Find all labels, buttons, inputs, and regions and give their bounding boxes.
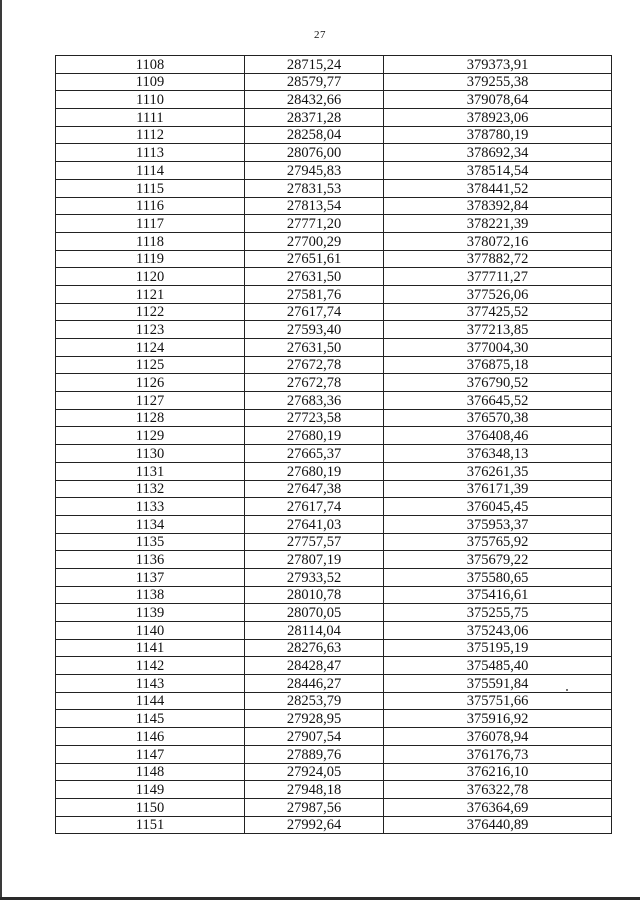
x-coordinate-cell: 27672,78 bbox=[245, 356, 384, 374]
point-number-cell: 1126 bbox=[56, 374, 245, 392]
y-coordinate-cell: 376348,13 bbox=[384, 445, 612, 463]
point-number-cell: 1133 bbox=[56, 498, 245, 516]
x-coordinate-cell: 27631,50 bbox=[245, 268, 384, 286]
x-coordinate-cell: 27945,83 bbox=[245, 162, 384, 180]
table-row bbox=[56, 179, 612, 197]
point-number-cell: 1145 bbox=[56, 710, 245, 728]
x-coordinate-cell: 27581,76 bbox=[245, 285, 384, 303]
point-number-cell: 1140 bbox=[56, 622, 245, 640]
y-coordinate-cell: 375416,61 bbox=[384, 586, 612, 604]
y-coordinate-cell: 378514,54 bbox=[384, 162, 612, 180]
table-row bbox=[56, 728, 612, 746]
y-coordinate-cell: 378441,52 bbox=[384, 179, 612, 197]
y-coordinate-cell: 378392,84 bbox=[384, 197, 612, 215]
y-coordinate-cell: 376645,52 bbox=[384, 392, 612, 410]
point-number-cell: 1116 bbox=[56, 197, 245, 215]
x-coordinate-cell: 27593,40 bbox=[245, 321, 384, 339]
point-number-cell: 1112 bbox=[56, 126, 245, 144]
y-coordinate-cell: 376364,69 bbox=[384, 798, 612, 816]
y-coordinate-cell: 376790,52 bbox=[384, 374, 612, 392]
y-coordinate-cell: 375580,65 bbox=[384, 568, 612, 586]
point-number-cell: 1147 bbox=[56, 745, 245, 763]
page-left-edge bbox=[0, 0, 2, 900]
y-coordinate-cell: 375255,75 bbox=[384, 604, 612, 622]
point-number-cell: 1151 bbox=[56, 816, 245, 834]
table-row bbox=[56, 303, 612, 321]
table-row bbox=[56, 692, 612, 710]
y-coordinate-cell: 376261,35 bbox=[384, 462, 612, 480]
point-number-cell: 1125 bbox=[56, 356, 245, 374]
point-number-cell: 1113 bbox=[56, 144, 245, 162]
y-coordinate-cell: 375195,19 bbox=[384, 639, 612, 657]
x-coordinate-cell: 27617,74 bbox=[245, 303, 384, 321]
point-number-cell: 1150 bbox=[56, 798, 245, 816]
y-coordinate-cell: 377526,06 bbox=[384, 285, 612, 303]
point-number-cell: 1142 bbox=[56, 657, 245, 675]
table-row bbox=[56, 639, 612, 657]
table-row bbox=[56, 232, 612, 250]
y-coordinate-cell: 378692,34 bbox=[384, 144, 612, 162]
table-row bbox=[56, 392, 612, 410]
x-coordinate-cell: 27928,95 bbox=[245, 710, 384, 728]
table-row bbox=[56, 427, 612, 445]
x-coordinate-cell: 27813,54 bbox=[245, 197, 384, 215]
point-number-cell: 1137 bbox=[56, 568, 245, 586]
x-coordinate-cell: 28446,27 bbox=[245, 675, 384, 693]
y-coordinate-cell: 375916,92 bbox=[384, 710, 612, 728]
y-coordinate-cell: 377425,52 bbox=[384, 303, 612, 321]
y-coordinate-cell: 376045,45 bbox=[384, 498, 612, 516]
x-coordinate-cell: 27617,74 bbox=[245, 498, 384, 516]
y-coordinate-cell: 375485,40 bbox=[384, 657, 612, 675]
table-row bbox=[56, 745, 612, 763]
table-row bbox=[56, 144, 612, 162]
point-number-cell: 1120 bbox=[56, 268, 245, 286]
y-coordinate-cell: 377213,85 bbox=[384, 321, 612, 339]
coordinates-table-body bbox=[56, 56, 612, 834]
x-coordinate-cell: 27651,61 bbox=[245, 250, 384, 268]
scan-speck bbox=[566, 689, 568, 691]
y-coordinate-cell: 375243,06 bbox=[384, 622, 612, 640]
y-coordinate-cell: 376570,38 bbox=[384, 409, 612, 427]
y-coordinate-cell: 375679,22 bbox=[384, 551, 612, 569]
x-coordinate-cell: 27948,18 bbox=[245, 781, 384, 799]
y-coordinate-cell: 376322,78 bbox=[384, 781, 612, 799]
table-row bbox=[56, 339, 612, 357]
table-row bbox=[56, 197, 612, 215]
point-number-cell: 1115 bbox=[56, 179, 245, 197]
table-row bbox=[56, 126, 612, 144]
table-row bbox=[56, 356, 612, 374]
x-coordinate-cell: 28276,63 bbox=[245, 639, 384, 657]
table-row bbox=[56, 586, 612, 604]
point-number-cell: 1110 bbox=[56, 91, 245, 109]
x-coordinate-cell: 28114,04 bbox=[245, 622, 384, 640]
table-row bbox=[56, 250, 612, 268]
y-coordinate-cell: 376408,46 bbox=[384, 427, 612, 445]
y-coordinate-cell: 376440,89 bbox=[384, 816, 612, 834]
table-row bbox=[56, 604, 612, 622]
point-number-cell: 1131 bbox=[56, 462, 245, 480]
y-coordinate-cell: 376176,73 bbox=[384, 745, 612, 763]
x-coordinate-cell: 27665,37 bbox=[245, 445, 384, 463]
point-number-cell: 1144 bbox=[56, 692, 245, 710]
table-row bbox=[56, 568, 612, 586]
y-coordinate-cell: 379078,64 bbox=[384, 91, 612, 109]
x-coordinate-cell: 27831,53 bbox=[245, 179, 384, 197]
point-number-cell: 1108 bbox=[56, 56, 245, 74]
y-coordinate-cell: 377882,72 bbox=[384, 250, 612, 268]
y-coordinate-cell: 375765,92 bbox=[384, 533, 612, 551]
table-row bbox=[56, 533, 612, 551]
x-coordinate-cell: 27631,50 bbox=[245, 339, 384, 357]
point-number-cell: 1111 bbox=[56, 109, 245, 127]
x-coordinate-cell: 27807,19 bbox=[245, 551, 384, 569]
y-coordinate-cell: 375591,84 bbox=[384, 675, 612, 693]
x-coordinate-cell: 28715,24 bbox=[245, 56, 384, 74]
x-coordinate-cell: 28579,77 bbox=[245, 73, 384, 91]
x-coordinate-cell: 28253,79 bbox=[245, 692, 384, 710]
point-number-cell: 1117 bbox=[56, 215, 245, 233]
y-coordinate-cell: 379373,91 bbox=[384, 56, 612, 74]
point-number-cell: 1134 bbox=[56, 515, 245, 533]
point-number-cell: 1124 bbox=[56, 339, 245, 357]
table-row bbox=[56, 215, 612, 233]
x-coordinate-cell: 27680,19 bbox=[245, 462, 384, 480]
table-row bbox=[56, 622, 612, 640]
x-coordinate-cell: 28076,00 bbox=[245, 144, 384, 162]
x-coordinate-cell: 27723,58 bbox=[245, 409, 384, 427]
table-row bbox=[56, 480, 612, 498]
y-coordinate-cell: 378780,19 bbox=[384, 126, 612, 144]
table-row bbox=[56, 551, 612, 569]
point-number-cell: 1109 bbox=[56, 73, 245, 91]
x-coordinate-cell: 27680,19 bbox=[245, 427, 384, 445]
table-row bbox=[56, 56, 612, 74]
x-coordinate-cell: 27757,57 bbox=[245, 533, 384, 551]
table-row bbox=[56, 285, 612, 303]
table-row bbox=[56, 374, 612, 392]
table-row bbox=[56, 798, 612, 816]
y-coordinate-cell: 376171,39 bbox=[384, 480, 612, 498]
table-row bbox=[56, 109, 612, 127]
table-row bbox=[56, 321, 612, 339]
coordinates-table bbox=[55, 55, 612, 834]
x-coordinate-cell: 27647,38 bbox=[245, 480, 384, 498]
table-row bbox=[56, 763, 612, 781]
point-number-cell: 1135 bbox=[56, 533, 245, 551]
y-coordinate-cell: 376078,94 bbox=[384, 728, 612, 746]
point-number-cell: 1143 bbox=[56, 675, 245, 693]
y-coordinate-cell: 378923,06 bbox=[384, 109, 612, 127]
y-coordinate-cell: 375751,66 bbox=[384, 692, 612, 710]
point-number-cell: 1119 bbox=[56, 250, 245, 268]
point-number-cell: 1130 bbox=[56, 445, 245, 463]
x-coordinate-cell: 27700,29 bbox=[245, 232, 384, 250]
point-number-cell: 1123 bbox=[56, 321, 245, 339]
point-number-cell: 1129 bbox=[56, 427, 245, 445]
x-coordinate-cell: 27889,76 bbox=[245, 745, 384, 763]
point-number-cell: 1128 bbox=[56, 409, 245, 427]
table-row bbox=[56, 445, 612, 463]
point-number-cell: 1139 bbox=[56, 604, 245, 622]
point-number-cell: 1148 bbox=[56, 763, 245, 781]
x-coordinate-cell: 27672,78 bbox=[245, 374, 384, 392]
x-coordinate-cell: 27987,56 bbox=[245, 798, 384, 816]
x-coordinate-cell: 27924,05 bbox=[245, 763, 384, 781]
point-number-cell: 1146 bbox=[56, 728, 245, 746]
point-number-cell: 1136 bbox=[56, 551, 245, 569]
point-number-cell: 1132 bbox=[56, 480, 245, 498]
x-coordinate-cell: 27907,54 bbox=[245, 728, 384, 746]
x-coordinate-cell: 28070,05 bbox=[245, 604, 384, 622]
x-coordinate-cell: 27683,36 bbox=[245, 392, 384, 410]
y-coordinate-cell: 375953,37 bbox=[384, 515, 612, 533]
table-row bbox=[56, 710, 612, 728]
x-coordinate-cell: 28010,78 bbox=[245, 586, 384, 604]
y-coordinate-cell: 376875,18 bbox=[384, 356, 612, 374]
table-row bbox=[56, 781, 612, 799]
y-coordinate-cell: 377004,30 bbox=[384, 339, 612, 357]
point-number-cell: 1138 bbox=[56, 586, 245, 604]
y-coordinate-cell: 376216,10 bbox=[384, 763, 612, 781]
x-coordinate-cell: 28258,04 bbox=[245, 126, 384, 144]
page-number: 27 bbox=[314, 29, 326, 41]
point-number-cell: 1149 bbox=[56, 781, 245, 799]
point-number-cell: 1121 bbox=[56, 285, 245, 303]
point-number-cell: 1114 bbox=[56, 162, 245, 180]
table-row bbox=[56, 498, 612, 516]
table-row bbox=[56, 462, 612, 480]
point-number-cell: 1141 bbox=[56, 639, 245, 657]
point-number-cell: 1127 bbox=[56, 392, 245, 410]
y-coordinate-cell: 378072,16 bbox=[384, 232, 612, 250]
x-coordinate-cell: 28371,28 bbox=[245, 109, 384, 127]
x-coordinate-cell: 27933,52 bbox=[245, 568, 384, 586]
table-row bbox=[56, 816, 612, 834]
y-coordinate-cell: 377711,27 bbox=[384, 268, 612, 286]
x-coordinate-cell: 27641,03 bbox=[245, 515, 384, 533]
table-row bbox=[56, 515, 612, 533]
table-row bbox=[56, 675, 612, 693]
table-row bbox=[56, 91, 612, 109]
table-row bbox=[56, 73, 612, 91]
table-row bbox=[56, 409, 612, 427]
point-number-cell: 1122 bbox=[56, 303, 245, 321]
x-coordinate-cell: 28428,47 bbox=[245, 657, 384, 675]
x-coordinate-cell: 27771,20 bbox=[245, 215, 384, 233]
x-coordinate-cell: 28432,66 bbox=[245, 91, 384, 109]
table-row bbox=[56, 162, 612, 180]
table-row bbox=[56, 268, 612, 286]
y-coordinate-cell: 379255,38 bbox=[384, 73, 612, 91]
y-coordinate-cell: 378221,39 bbox=[384, 215, 612, 233]
table-row bbox=[56, 657, 612, 675]
point-number-cell: 1118 bbox=[56, 232, 245, 250]
x-coordinate-cell: 27992,64 bbox=[245, 816, 384, 834]
